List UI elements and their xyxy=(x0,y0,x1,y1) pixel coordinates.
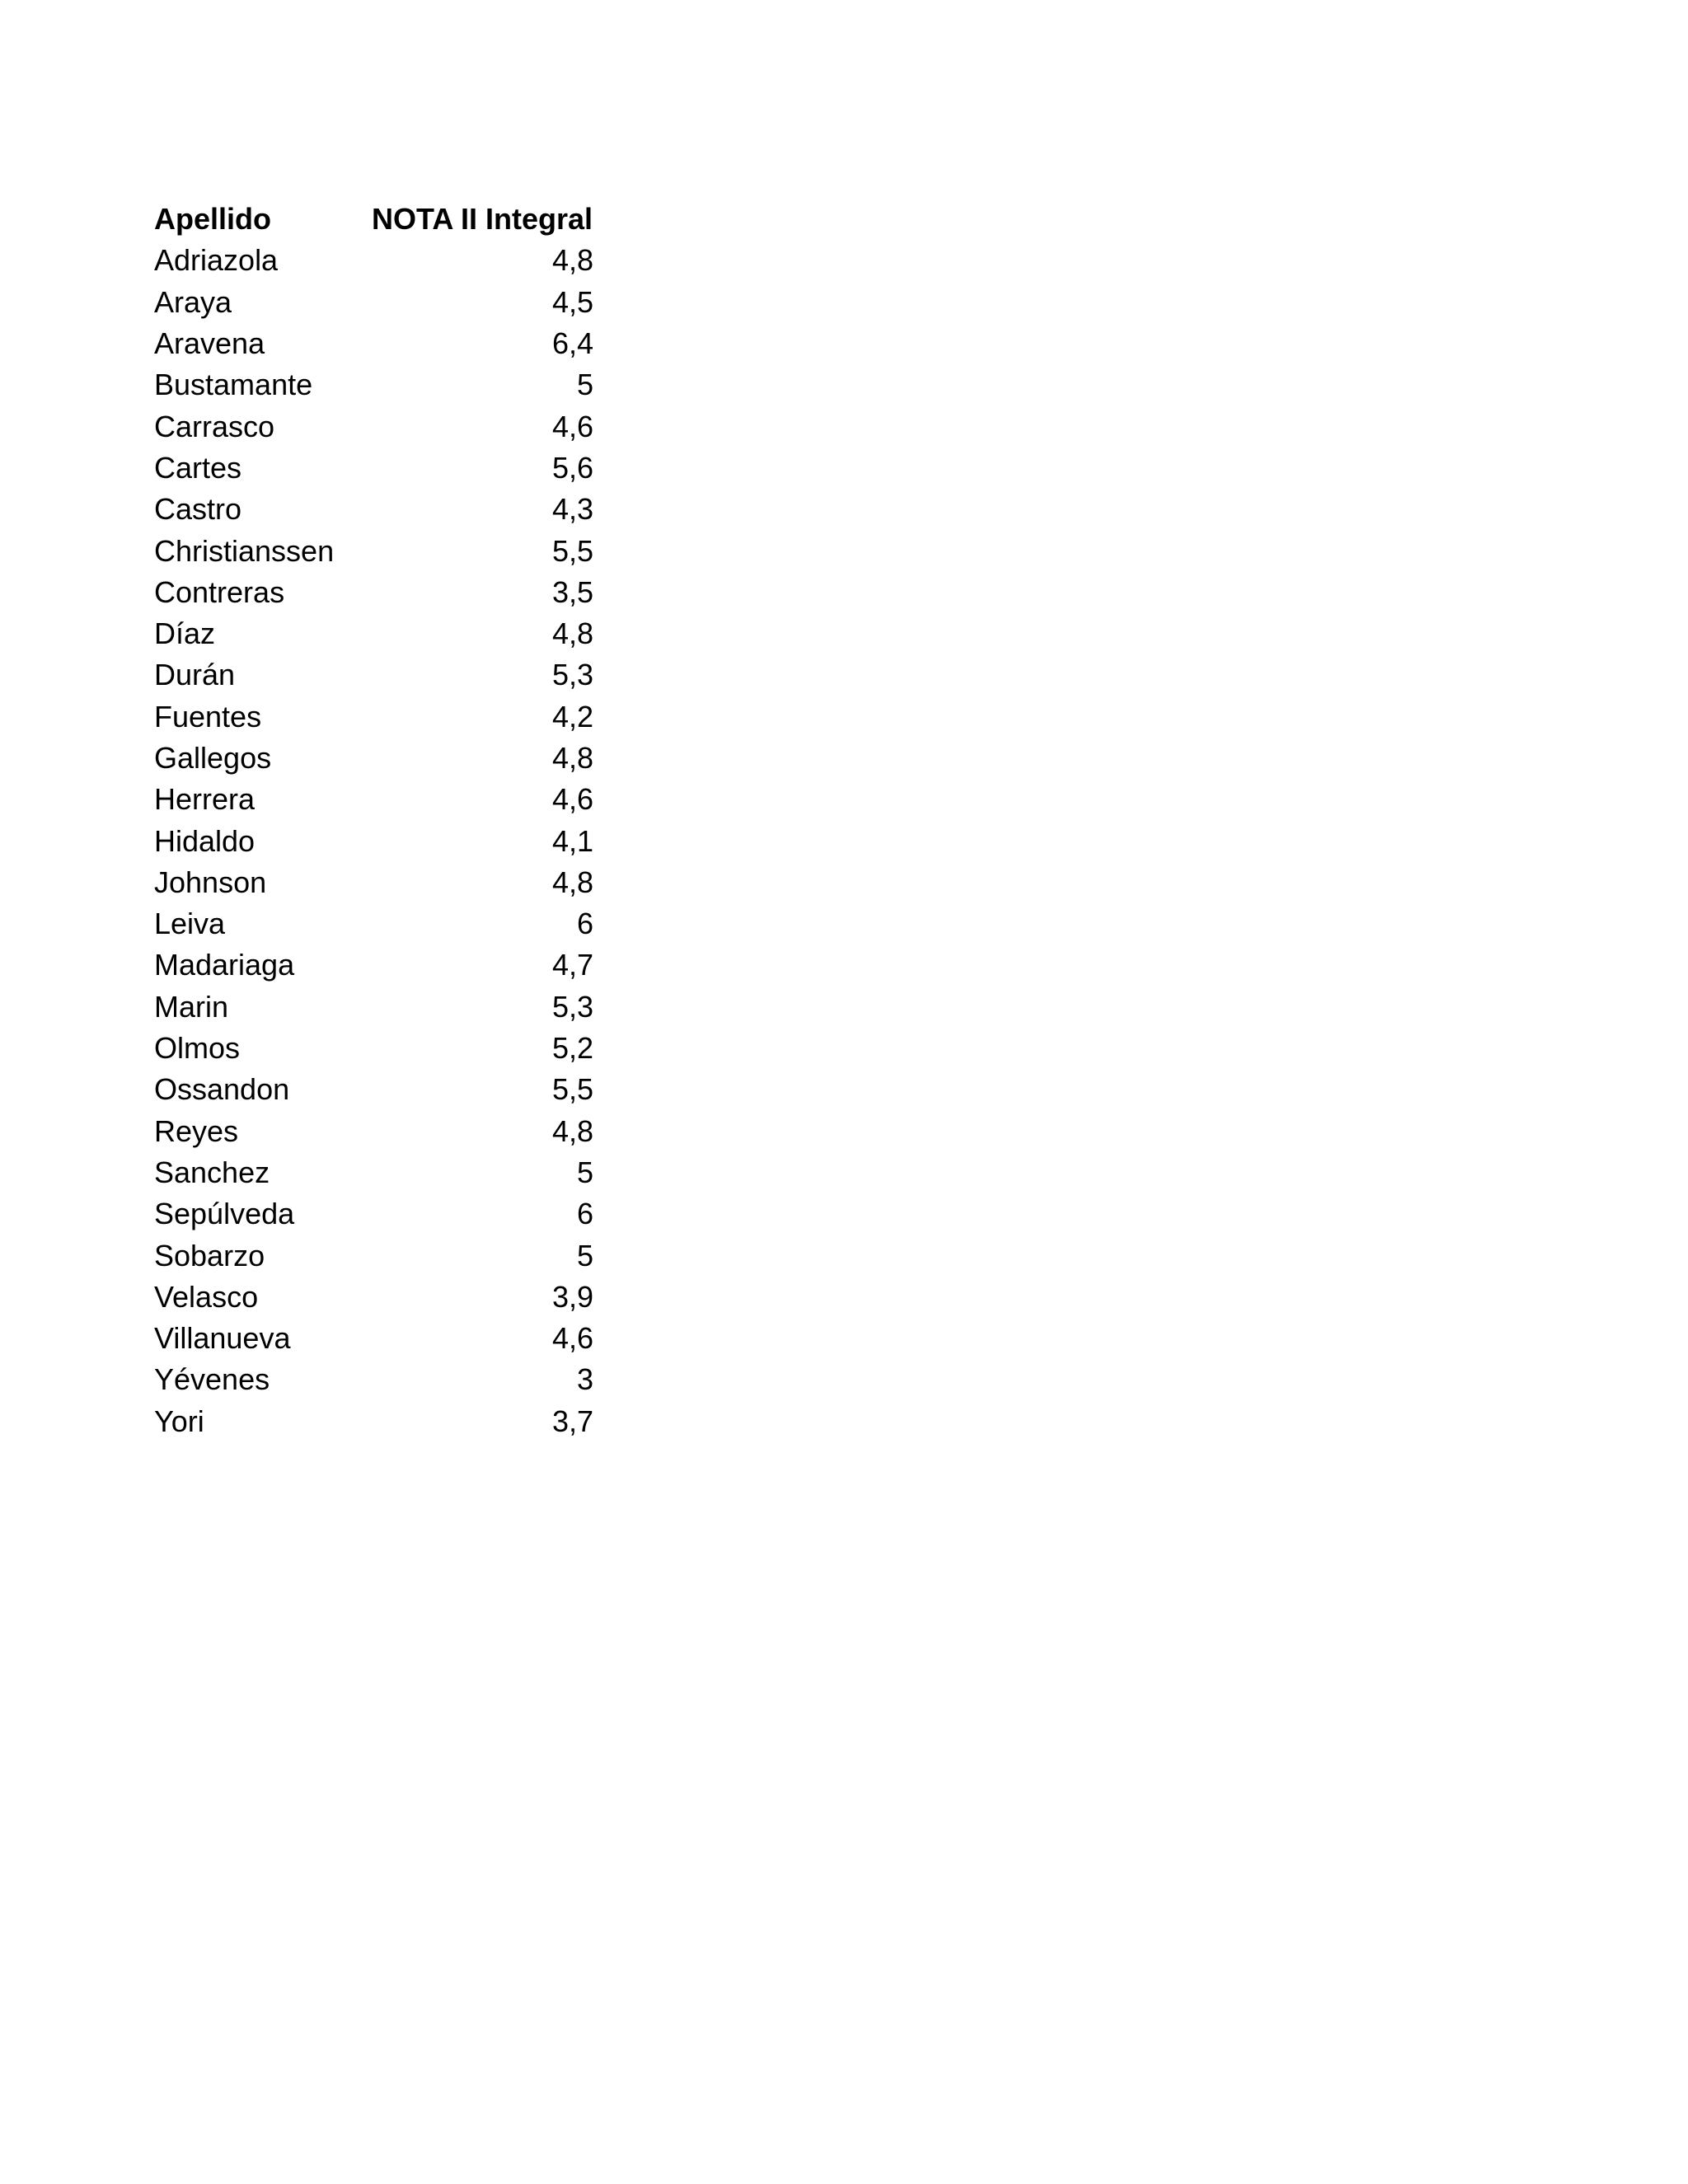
surname-cell: Araya xyxy=(154,284,232,319)
surname-cell: Herrera xyxy=(154,782,256,817)
surname-cell: Villanueva xyxy=(154,1321,291,1356)
grades-table-body xyxy=(154,240,599,1442)
surname-cell: Christianssen xyxy=(154,533,335,568)
table-row xyxy=(154,1401,599,1442)
table-row xyxy=(154,654,599,696)
grade-cell: 4,8 xyxy=(551,741,593,775)
table-row xyxy=(154,364,599,405)
surname-cell: Carrasco xyxy=(154,409,275,443)
table-row xyxy=(154,1359,599,1400)
grade-cell: 4,6 xyxy=(551,409,593,443)
table-row xyxy=(154,1277,599,1318)
grade-cell: 5 xyxy=(576,368,593,402)
table-row xyxy=(154,1069,599,1110)
table-row xyxy=(154,405,599,447)
surname-cell: Díaz xyxy=(154,616,216,651)
grade-cell: 5,2 xyxy=(551,1031,593,1066)
grade-cell: 4,8 xyxy=(551,616,593,651)
surname-cell: Velasco xyxy=(154,1279,259,1314)
grade-cell: 5,3 xyxy=(551,658,593,692)
table-row xyxy=(154,1111,599,1152)
grade-cell: 6 xyxy=(576,907,593,941)
surname-cell: Sepúlveda xyxy=(154,1197,295,1231)
grade-column-header: NOTA II Integral xyxy=(372,202,593,237)
grade-cell: 5,5 xyxy=(551,533,593,568)
surname-cell: Olmos xyxy=(154,1031,241,1066)
surname-cell: Sanchez xyxy=(154,1155,270,1189)
table-row xyxy=(154,448,599,489)
grade-cell: 3,9 xyxy=(551,1279,593,1314)
surname-cell: Madariaga xyxy=(154,948,295,982)
table-row xyxy=(154,820,599,861)
surname-cell: Castro xyxy=(154,492,242,527)
table-row xyxy=(154,1028,599,1069)
table-row xyxy=(154,1318,599,1359)
table-row xyxy=(154,282,599,323)
table-row xyxy=(154,613,599,654)
grade-cell: 4,8 xyxy=(551,1113,593,1148)
grade-cell: 4,6 xyxy=(551,1321,593,1356)
table-row xyxy=(154,738,599,779)
grades-table xyxy=(154,199,599,1442)
surname-cell: Hidaldo xyxy=(154,823,256,858)
header-row xyxy=(154,199,599,240)
grade-cell: 3,7 xyxy=(551,1404,593,1438)
table-row xyxy=(154,862,599,903)
surname-cell: Durán xyxy=(154,658,236,692)
surname-column-header: Apellido xyxy=(154,202,271,237)
surname-cell: Marin xyxy=(154,989,229,1024)
grade-cell: 5 xyxy=(576,1155,593,1189)
table-row xyxy=(154,489,599,530)
grade-cell: 4,1 xyxy=(551,823,593,858)
surname-cell: Aravena xyxy=(154,326,265,361)
table-row xyxy=(154,1152,599,1193)
surname-cell: Sobarzo xyxy=(154,1238,265,1272)
table-row xyxy=(154,240,599,281)
grade-cell: 3 xyxy=(576,1362,593,1397)
table-row xyxy=(154,903,599,944)
table-row xyxy=(154,944,599,986)
grade-cell: 4,3 xyxy=(551,492,593,527)
table-row xyxy=(154,779,599,820)
surname-cell: Yévenes xyxy=(154,1362,270,1397)
grade-cell: 4,6 xyxy=(551,782,593,817)
table-row xyxy=(154,696,599,738)
grade-cell: 5,6 xyxy=(551,450,593,485)
grade-cell: 3,5 xyxy=(551,574,593,609)
table-row xyxy=(154,323,599,364)
grade-cell: 4,2 xyxy=(551,699,593,733)
grade-cell: 5,3 xyxy=(551,989,593,1024)
grades-sheet xyxy=(154,199,599,1442)
surname-cell: Reyes xyxy=(154,1113,239,1148)
grade-cell: 4,7 xyxy=(551,948,593,982)
surname-cell: Cartes xyxy=(154,450,242,485)
surname-cell: Bustamante xyxy=(154,368,313,402)
surname-cell: Ossandon xyxy=(154,1072,290,1107)
grade-cell: 5,5 xyxy=(551,1072,593,1107)
table-row xyxy=(154,530,599,571)
grade-cell: 4,8 xyxy=(551,243,593,278)
table-row xyxy=(154,572,599,613)
table-row xyxy=(154,1235,599,1276)
grade-cell: 5 xyxy=(576,1238,593,1272)
grade-cell: 6,4 xyxy=(551,326,593,361)
table-row xyxy=(154,1193,599,1235)
surname-cell: Adriazola xyxy=(154,243,279,278)
surname-cell: Johnson xyxy=(154,865,267,899)
table-row xyxy=(154,987,599,1028)
surname-cell: Contreras xyxy=(154,574,285,609)
grade-cell: 4,8 xyxy=(551,865,593,899)
surname-cell: Fuentes xyxy=(154,699,262,733)
grade-cell: 4,5 xyxy=(551,284,593,319)
surname-cell: Leiva xyxy=(154,907,226,941)
surname-cell: Yori xyxy=(154,1404,204,1438)
grade-cell: 6 xyxy=(576,1197,593,1231)
surname-cell: Gallegos xyxy=(154,741,272,775)
